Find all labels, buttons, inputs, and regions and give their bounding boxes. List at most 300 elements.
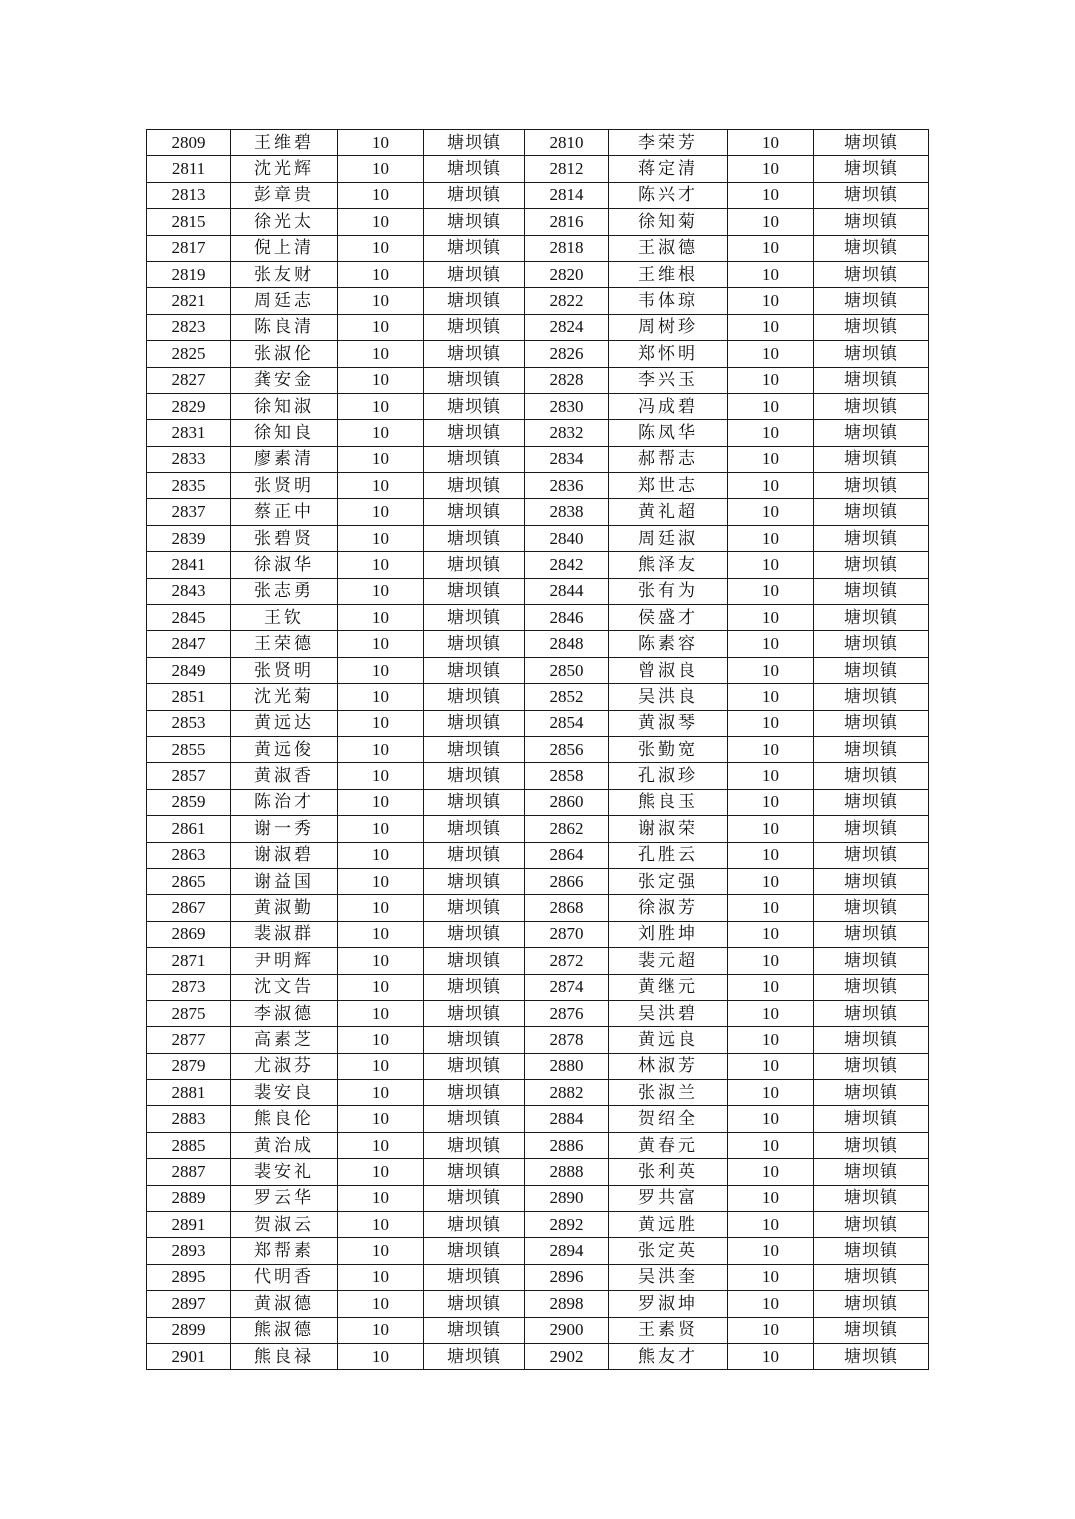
name-cell: 张有为 — [609, 578, 728, 604]
serial-number-cell: 2831 — [147, 420, 231, 446]
amount-cell: 10 — [728, 552, 814, 578]
amount-cell: 10 — [338, 1000, 424, 1026]
serial-number-cell: 2882 — [525, 1080, 609, 1106]
serial-number-cell: 2810 — [525, 130, 609, 156]
serial-number-cell: 2838 — [525, 499, 609, 525]
amount-cell: 10 — [728, 1291, 814, 1317]
amount-cell: 10 — [728, 631, 814, 657]
town-cell: 塘坝镇 — [424, 1291, 525, 1317]
serial-number-cell: 2898 — [525, 1291, 609, 1317]
serial-number-cell: 2883 — [147, 1106, 231, 1132]
name-cell: 孔胜云 — [609, 842, 728, 868]
serial-number-cell: 2847 — [147, 631, 231, 657]
name-cell: 张定英 — [609, 1238, 728, 1264]
amount-cell: 10 — [728, 209, 814, 235]
amount-cell: 10 — [338, 552, 424, 578]
town-cell: 塘坝镇 — [814, 1132, 929, 1158]
amount-cell: 10 — [728, 393, 814, 419]
table-row — [147, 1212, 929, 1238]
amount-cell: 10 — [728, 261, 814, 287]
amount-cell: 10 — [728, 605, 814, 631]
serial-number-cell: 2830 — [525, 393, 609, 419]
town-cell: 塘坝镇 — [424, 789, 525, 815]
serial-number-cell: 2863 — [147, 842, 231, 868]
serial-number-cell: 2876 — [525, 1000, 609, 1026]
town-cell: 塘坝镇 — [814, 1317, 929, 1343]
town-cell: 塘坝镇 — [424, 261, 525, 287]
serial-number-cell: 2862 — [525, 816, 609, 842]
serial-number-cell: 2811 — [147, 156, 231, 182]
table-row — [147, 1000, 929, 1026]
table-row — [147, 156, 929, 182]
table-row — [147, 684, 929, 710]
town-cell: 塘坝镇 — [424, 736, 525, 762]
name-cell: 吴洪良 — [609, 684, 728, 710]
table-row — [147, 367, 929, 393]
table-row — [147, 1080, 929, 1106]
amount-cell: 10 — [338, 1238, 424, 1264]
amount-cell: 10 — [338, 921, 424, 947]
amount-cell: 10 — [338, 657, 424, 683]
name-cell: 刘胜坤 — [609, 921, 728, 947]
name-cell: 黄远达 — [231, 710, 338, 736]
town-cell: 塘坝镇 — [814, 552, 929, 578]
name-cell: 王荣德 — [231, 631, 338, 657]
town-cell: 塘坝镇 — [814, 710, 929, 736]
amount-cell: 10 — [338, 895, 424, 921]
name-cell: 黄淑勤 — [231, 895, 338, 921]
town-cell: 塘坝镇 — [424, 1053, 525, 1079]
serial-number-cell: 2849 — [147, 657, 231, 683]
name-cell: 谢一秀 — [231, 816, 338, 842]
serial-number-cell: 2857 — [147, 763, 231, 789]
serial-number-cell: 2825 — [147, 341, 231, 367]
town-cell: 塘坝镇 — [424, 235, 525, 261]
serial-number-cell: 2890 — [525, 1185, 609, 1211]
table-row — [147, 842, 929, 868]
table-row — [147, 657, 929, 683]
amount-cell: 10 — [338, 261, 424, 287]
name-cell: 沈光菊 — [231, 684, 338, 710]
serial-number-cell: 2900 — [525, 1317, 609, 1343]
town-cell: 塘坝镇 — [424, 1132, 525, 1158]
amount-cell: 10 — [728, 1053, 814, 1079]
name-cell: 张志勇 — [231, 578, 338, 604]
amount-cell: 10 — [338, 948, 424, 974]
serial-number-cell: 2841 — [147, 552, 231, 578]
town-cell: 塘坝镇 — [424, 525, 525, 551]
table-row — [147, 473, 929, 499]
name-cell: 裴元超 — [609, 948, 728, 974]
town-cell: 塘坝镇 — [814, 921, 929, 947]
name-cell: 龚安金 — [231, 367, 338, 393]
serial-number-cell: 2850 — [525, 657, 609, 683]
town-cell: 塘坝镇 — [814, 525, 929, 551]
serial-number-cell: 2809 — [147, 130, 231, 156]
amount-cell: 10 — [338, 736, 424, 762]
serial-number-cell: 2845 — [147, 605, 231, 631]
amount-cell: 10 — [338, 1106, 424, 1132]
name-cell: 黄淑琴 — [609, 710, 728, 736]
serial-number-cell: 2891 — [147, 1212, 231, 1238]
amount-cell: 10 — [728, 341, 814, 367]
amount-cell: 10 — [338, 974, 424, 1000]
town-cell: 塘坝镇 — [814, 1159, 929, 1185]
amount-cell: 10 — [728, 420, 814, 446]
serial-number-cell: 2819 — [147, 261, 231, 287]
serial-number-cell: 2859 — [147, 789, 231, 815]
table-row — [147, 446, 929, 472]
name-cell: 沈光辉 — [231, 156, 338, 182]
amount-cell: 10 — [338, 578, 424, 604]
serial-number-cell: 2851 — [147, 684, 231, 710]
table-row — [147, 605, 929, 631]
amount-cell: 10 — [338, 499, 424, 525]
town-cell: 塘坝镇 — [424, 314, 525, 340]
amount-cell: 10 — [338, 130, 424, 156]
table-row — [147, 209, 929, 235]
serial-number-cell: 2814 — [525, 182, 609, 208]
town-cell: 塘坝镇 — [424, 1000, 525, 1026]
town-cell: 塘坝镇 — [814, 130, 929, 156]
town-cell: 塘坝镇 — [424, 657, 525, 683]
town-cell: 塘坝镇 — [814, 473, 929, 499]
name-cell: 贺绍全 — [609, 1106, 728, 1132]
name-cell: 陈素容 — [609, 631, 728, 657]
name-cell: 徐知菊 — [609, 209, 728, 235]
name-cell: 郑怀明 — [609, 341, 728, 367]
serial-number-cell: 2877 — [147, 1027, 231, 1053]
roster-body — [147, 130, 929, 1370]
town-cell: 塘坝镇 — [814, 393, 929, 419]
town-cell: 塘坝镇 — [814, 156, 929, 182]
town-cell: 塘坝镇 — [814, 578, 929, 604]
name-cell: 王维根 — [609, 261, 728, 287]
town-cell: 塘坝镇 — [814, 1238, 929, 1264]
table-row — [147, 182, 929, 208]
serial-number-cell: 2872 — [525, 948, 609, 974]
name-cell: 熊良玉 — [609, 789, 728, 815]
town-cell: 塘坝镇 — [424, 367, 525, 393]
amount-cell: 10 — [338, 420, 424, 446]
name-cell: 张贤明 — [231, 473, 338, 499]
amount-cell: 10 — [728, 1238, 814, 1264]
amount-cell: 10 — [338, 605, 424, 631]
serial-number-cell: 2895 — [147, 1264, 231, 1290]
name-cell: 黄淑香 — [231, 763, 338, 789]
amount-cell: 10 — [728, 763, 814, 789]
name-cell: 张贤明 — [231, 657, 338, 683]
amount-cell: 10 — [338, 1317, 424, 1343]
town-cell: 塘坝镇 — [424, 499, 525, 525]
name-cell: 裴安良 — [231, 1080, 338, 1106]
town-cell: 塘坝镇 — [424, 1343, 525, 1369]
table-row — [147, 868, 929, 894]
name-cell: 裴淑群 — [231, 921, 338, 947]
amount-cell: 10 — [338, 1343, 424, 1369]
name-cell: 贺淑云 — [231, 1212, 338, 1238]
name-cell: 尤淑芬 — [231, 1053, 338, 1079]
table-row — [147, 499, 929, 525]
table-row — [147, 420, 929, 446]
town-cell: 塘坝镇 — [814, 1212, 929, 1238]
amount-cell: 10 — [338, 710, 424, 736]
name-cell: 罗共富 — [609, 1185, 728, 1211]
serial-number-cell: 2839 — [147, 525, 231, 551]
town-cell: 塘坝镇 — [814, 1291, 929, 1317]
name-cell: 熊友才 — [609, 1343, 728, 1369]
town-cell: 塘坝镇 — [424, 420, 525, 446]
name-cell: 蔡正中 — [231, 499, 338, 525]
name-cell: 廖素清 — [231, 446, 338, 472]
serial-number-cell: 2856 — [525, 736, 609, 762]
serial-number-cell: 2854 — [525, 710, 609, 736]
name-cell: 熊淑德 — [231, 1317, 338, 1343]
name-cell: 曾淑良 — [609, 657, 728, 683]
serial-number-cell: 2866 — [525, 868, 609, 894]
town-cell: 塘坝镇 — [814, 1080, 929, 1106]
table-row — [147, 816, 929, 842]
amount-cell: 10 — [728, 1080, 814, 1106]
serial-number-cell: 2897 — [147, 1291, 231, 1317]
name-cell: 熊良禄 — [231, 1343, 338, 1369]
name-cell: 吴洪碧 — [609, 1000, 728, 1026]
amount-cell: 10 — [728, 156, 814, 182]
amount-cell: 10 — [338, 816, 424, 842]
amount-cell: 10 — [728, 235, 814, 261]
serial-number-cell: 2879 — [147, 1053, 231, 1079]
serial-number-cell: 2885 — [147, 1132, 231, 1158]
amount-cell: 10 — [728, 736, 814, 762]
amount-cell: 10 — [728, 473, 814, 499]
serial-number-cell: 2889 — [147, 1185, 231, 1211]
town-cell: 塘坝镇 — [814, 736, 929, 762]
name-cell: 陈良清 — [231, 314, 338, 340]
serial-number-cell: 2894 — [525, 1238, 609, 1264]
amount-cell: 10 — [728, 921, 814, 947]
amount-cell: 10 — [338, 235, 424, 261]
town-cell: 塘坝镇 — [424, 446, 525, 472]
serial-number-cell: 2812 — [525, 156, 609, 182]
name-cell: 徐知淑 — [231, 393, 338, 419]
town-cell: 塘坝镇 — [814, 1027, 929, 1053]
name-cell: 张友财 — [231, 261, 338, 287]
name-cell: 侯盛才 — [609, 605, 728, 631]
town-cell: 塘坝镇 — [814, 209, 929, 235]
table-row — [147, 789, 929, 815]
town-cell: 塘坝镇 — [814, 499, 929, 525]
name-cell: 郑帮素 — [231, 1238, 338, 1264]
town-cell: 塘坝镇 — [424, 921, 525, 947]
name-cell: 徐光太 — [231, 209, 338, 235]
name-cell: 黄礼超 — [609, 499, 728, 525]
town-cell: 塘坝镇 — [814, 763, 929, 789]
town-cell: 塘坝镇 — [814, 842, 929, 868]
town-cell: 塘坝镇 — [424, 473, 525, 499]
town-cell: 塘坝镇 — [424, 1106, 525, 1132]
serial-number-cell: 2833 — [147, 446, 231, 472]
name-cell: 黄治成 — [231, 1132, 338, 1158]
name-cell: 彭章贵 — [231, 182, 338, 208]
amount-cell: 10 — [728, 367, 814, 393]
serial-number-cell: 2843 — [147, 578, 231, 604]
town-cell: 塘坝镇 — [814, 1343, 929, 1369]
name-cell: 冯成碧 — [609, 393, 728, 419]
serial-number-cell: 2868 — [525, 895, 609, 921]
name-cell: 黄远良 — [609, 1027, 728, 1053]
table-row — [147, 235, 929, 261]
name-cell: 代明香 — [231, 1264, 338, 1290]
town-cell: 塘坝镇 — [814, 657, 929, 683]
serial-number-cell: 2881 — [147, 1080, 231, 1106]
town-cell: 塘坝镇 — [424, 605, 525, 631]
town-cell: 塘坝镇 — [424, 552, 525, 578]
amount-cell: 10 — [338, 525, 424, 551]
name-cell: 谢淑碧 — [231, 842, 338, 868]
town-cell: 塘坝镇 — [424, 974, 525, 1000]
town-cell: 塘坝镇 — [814, 631, 929, 657]
serial-number-cell: 2873 — [147, 974, 231, 1000]
serial-number-cell: 2836 — [525, 473, 609, 499]
serial-number-cell: 2837 — [147, 499, 231, 525]
amount-cell: 10 — [338, 367, 424, 393]
town-cell: 塘坝镇 — [424, 1185, 525, 1211]
amount-cell: 10 — [338, 763, 424, 789]
table-row — [147, 341, 929, 367]
serial-number-cell: 2815 — [147, 209, 231, 235]
table-row — [147, 948, 929, 974]
name-cell: 熊良伦 — [231, 1106, 338, 1132]
serial-number-cell: 2835 — [147, 473, 231, 499]
town-cell: 塘坝镇 — [424, 895, 525, 921]
town-cell: 塘坝镇 — [814, 1000, 929, 1026]
town-cell: 塘坝镇 — [424, 684, 525, 710]
town-cell: 塘坝镇 — [814, 789, 929, 815]
serial-number-cell: 2902 — [525, 1343, 609, 1369]
town-cell: 塘坝镇 — [424, 816, 525, 842]
town-cell: 塘坝镇 — [814, 1106, 929, 1132]
name-cell: 倪上清 — [231, 235, 338, 261]
town-cell: 塘坝镇 — [814, 868, 929, 894]
amount-cell: 10 — [338, 446, 424, 472]
town-cell: 塘坝镇 — [424, 1212, 525, 1238]
serial-number-cell: 2887 — [147, 1159, 231, 1185]
name-cell: 黄春元 — [609, 1132, 728, 1158]
amount-cell: 10 — [728, 314, 814, 340]
name-cell: 熊泽友 — [609, 552, 728, 578]
amount-cell: 10 — [728, 1317, 814, 1343]
amount-cell: 10 — [728, 948, 814, 974]
serial-number-cell: 2834 — [525, 446, 609, 472]
name-cell: 陈兴才 — [609, 182, 728, 208]
amount-cell: 10 — [338, 631, 424, 657]
name-cell: 李兴玉 — [609, 367, 728, 393]
amount-cell: 10 — [728, 182, 814, 208]
name-cell: 谢淑荣 — [609, 816, 728, 842]
name-cell: 张定强 — [609, 868, 728, 894]
amount-cell: 10 — [338, 1291, 424, 1317]
table-row — [147, 631, 929, 657]
serial-number-cell: 2828 — [525, 367, 609, 393]
amount-cell: 10 — [728, 288, 814, 314]
town-cell: 塘坝镇 — [424, 1238, 525, 1264]
town-cell: 塘坝镇 — [814, 235, 929, 261]
town-cell: 塘坝镇 — [424, 182, 525, 208]
amount-cell: 10 — [338, 393, 424, 419]
name-cell: 罗淑坤 — [609, 1291, 728, 1317]
table-row — [147, 710, 929, 736]
serial-number-cell: 2829 — [147, 393, 231, 419]
amount-cell: 10 — [338, 1027, 424, 1053]
table-row — [147, 578, 929, 604]
name-cell: 周廷志 — [231, 288, 338, 314]
name-cell: 裴安礼 — [231, 1159, 338, 1185]
town-cell: 塘坝镇 — [814, 1264, 929, 1290]
table-row — [147, 921, 929, 947]
table-row — [147, 1238, 929, 1264]
table-row — [147, 974, 929, 1000]
amount-cell: 10 — [728, 868, 814, 894]
serial-number-cell: 2880 — [525, 1053, 609, 1079]
name-cell: 韦体琼 — [609, 288, 728, 314]
name-cell: 郑世志 — [609, 473, 728, 499]
amount-cell: 10 — [728, 1106, 814, 1132]
amount-cell: 10 — [338, 1264, 424, 1290]
serial-number-cell: 2846 — [525, 605, 609, 631]
serial-number-cell: 2827 — [147, 367, 231, 393]
amount-cell: 10 — [338, 842, 424, 868]
town-cell: 塘坝镇 — [424, 710, 525, 736]
serial-number-cell: 2874 — [525, 974, 609, 1000]
serial-number-cell: 2853 — [147, 710, 231, 736]
amount-cell: 10 — [728, 1343, 814, 1369]
town-cell: 塘坝镇 — [814, 314, 929, 340]
town-cell: 塘坝镇 — [424, 341, 525, 367]
table-row — [147, 130, 929, 156]
amount-cell: 10 — [728, 1185, 814, 1211]
amount-cell: 10 — [728, 130, 814, 156]
amount-cell: 10 — [338, 1159, 424, 1185]
amount-cell: 10 — [338, 1080, 424, 1106]
serial-number-cell: 2842 — [525, 552, 609, 578]
serial-number-cell: 2875 — [147, 1000, 231, 1026]
name-cell: 张利英 — [609, 1159, 728, 1185]
serial-number-cell: 2818 — [525, 235, 609, 261]
table-row — [147, 763, 929, 789]
amount-cell: 10 — [338, 209, 424, 235]
name-cell: 林淑芳 — [609, 1053, 728, 1079]
amount-cell: 10 — [728, 446, 814, 472]
town-cell: 塘坝镇 — [814, 605, 929, 631]
name-cell: 徐淑华 — [231, 552, 338, 578]
table-row — [147, 552, 929, 578]
amount-cell: 10 — [728, 1132, 814, 1158]
amount-cell: 10 — [728, 1264, 814, 1290]
serial-number-cell: 2817 — [147, 235, 231, 261]
name-cell: 黄远俊 — [231, 736, 338, 762]
amount-cell: 10 — [338, 182, 424, 208]
amount-cell: 10 — [728, 578, 814, 604]
town-cell: 塘坝镇 — [424, 1159, 525, 1185]
town-cell: 塘坝镇 — [424, 868, 525, 894]
amount-cell: 10 — [338, 1185, 424, 1211]
town-cell: 塘坝镇 — [814, 816, 929, 842]
amount-cell: 10 — [728, 710, 814, 736]
serial-number-cell: 2892 — [525, 1212, 609, 1238]
table-row — [147, 393, 929, 419]
serial-number-cell: 2884 — [525, 1106, 609, 1132]
amount-cell: 10 — [728, 974, 814, 1000]
